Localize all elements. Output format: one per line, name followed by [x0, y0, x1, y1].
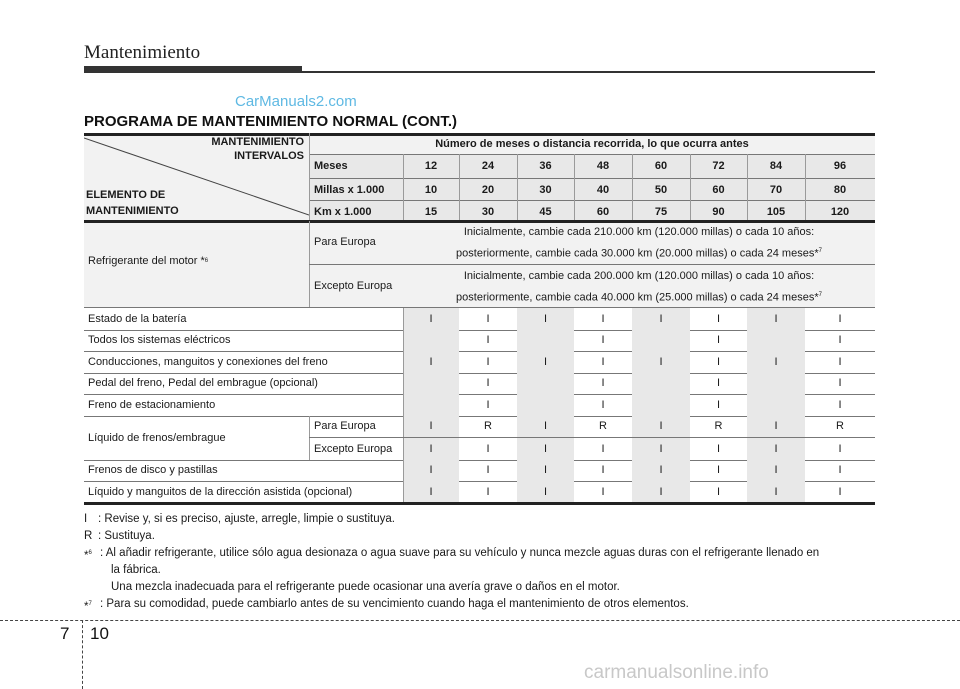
interval-value: 20 [481, 183, 495, 196]
interval-value: 48 [596, 159, 610, 172]
schedule-mark [747, 330, 805, 352]
schedule-mark: I [543, 485, 548, 498]
schedule-mark: R [714, 420, 723, 433]
coolant-line2: posteriormente, cambie cada 40.000 km (25.000 millas) o cada 24 meses*$^7$ [456, 291, 822, 304]
note-6-cont: la fábrica. [111, 564, 161, 576]
schedule-mark: I [429, 442, 433, 455]
watermark: CarManuals2.com [235, 93, 357, 110]
bottom-watermark: carmanualsonline.info [584, 662, 769, 683]
item-label: Conducciones, manguitos y conexiones del freno [88, 355, 328, 368]
schedule-mark: I [543, 355, 548, 368]
page-header-title: Mantenimiento [84, 42, 201, 63]
schedule-mark: R [599, 420, 607, 433]
interval-value: 40 [596, 183, 610, 196]
interval-value: 30 [481, 205, 495, 218]
schedule-mark: I [716, 355, 721, 368]
interval-value: 120 [830, 205, 850, 218]
schedule-mark: I [838, 442, 842, 455]
schedule-mark: I [774, 464, 778, 477]
interval-value: 72 [712, 159, 725, 172]
interval-value: 80 [833, 183, 847, 196]
schedule-mark: I [429, 464, 433, 477]
coolant-line1: Inicialmente, cambie cada 210.000 km (120.000 millas) o cada 10 años: [463, 226, 815, 238]
coolant-region: Excepto Europa [314, 280, 393, 292]
schedule-mark: I [601, 334, 605, 347]
notes [84, 511, 884, 613]
schedule-mark: I [486, 485, 490, 498]
schedule-mark: I [659, 312, 663, 325]
schedule-mark [403, 330, 459, 352]
coolant-region: Para Europa [314, 236, 376, 248]
interval-value: 50 [654, 183, 668, 196]
schedule-mark: I [429, 420, 433, 433]
schedule-mark: I [659, 464, 663, 477]
schedule-mark: I [659, 442, 663, 455]
schedule-mark: I [716, 442, 721, 455]
schedule-mark [632, 373, 690, 395]
interval-value: 75 [654, 205, 668, 218]
coolant-item: Refrigerante del motor * 6 [88, 255, 209, 267]
schedule-mark: R [836, 420, 844, 433]
item-label: Líquido y manguitos de la dirección asistida (opcional) [88, 485, 353, 498]
row-vline [403, 481, 404, 503]
schedule-mark: I [429, 312, 433, 325]
interval-label: Millas x 1.000 [314, 183, 385, 196]
interval-value: 15 [424, 205, 438, 218]
note-7: *$^7$ : Para su comodidad, puede cambiarlo antes de su vencimiento cuando haga el mantenimiento de otros elementos. [84, 598, 689, 613]
interval-value: 30 [539, 183, 552, 196]
table-bottom-rule [84, 502, 875, 505]
schedule-mark: I [838, 464, 842, 477]
row-vline [403, 308, 404, 330]
schedule-mark: R [484, 420, 492, 433]
schedule-mark [517, 373, 574, 395]
interval-value: 24 [481, 159, 495, 172]
item-label: Freno de estacionamiento [88, 398, 216, 411]
interval-value: 12 [424, 159, 438, 172]
schedule-mark: I [838, 377, 842, 390]
coolant-mid-rule [309, 264, 875, 265]
schedule-mark: I [543, 464, 548, 477]
row-vline [403, 460, 404, 482]
schedule-mark: I [601, 485, 605, 498]
schedule-mark: I [601, 442, 605, 455]
interval-value: 90 [712, 205, 725, 218]
maintenance-table [84, 133, 875, 506]
schedule-mark: I [486, 355, 490, 368]
schedule-mark: I [659, 355, 663, 368]
span-header: Número de meses o distancia recorrida, lo que ocurra antes [435, 138, 749, 150]
schedule-mark: I [486, 377, 490, 390]
schedule-mark: I [838, 485, 842, 498]
schedule-mark: I [601, 398, 605, 411]
interval-value: 70 [769, 183, 783, 196]
interval-value: 60 [596, 205, 610, 218]
note-6-extra: Una mezcla inadecuada para el refrigerante puede ocasionar una avería grave o daños en el motor. [111, 581, 620, 593]
schedule-mark: I [716, 312, 721, 325]
schedule-mark: I [601, 312, 605, 325]
interval-value: 60 [712, 183, 725, 196]
note-6: *$^6$ : Al añadir refrigerante, utilice sólo agua desionaza o agua suave para su vehículo y nunca mezcle aguas duras con el refrigerante llenado en [84, 547, 820, 562]
note-inspect: I : Revise y, si es preciso, ajuste, arregle, limpie o sustituya. [84, 513, 395, 525]
footer-divider [82, 620, 83, 689]
schedule-mark: I [601, 355, 605, 368]
section-title: PROGRAMA DE MANTENIMIENTO NORMAL (CONT.) [84, 113, 458, 130]
schedule-mark: I [601, 464, 605, 477]
schedule-mark [517, 330, 574, 352]
schedule-mark [632, 394, 690, 416]
item-label: Todos los sistemas eléctricos [88, 334, 231, 347]
schedule-mark: I [716, 398, 721, 411]
item-label: Estado de la batería [88, 312, 187, 325]
brake-region: Excepto Europa [314, 442, 393, 455]
row-vline [403, 394, 404, 416]
schedule-mark: I [429, 485, 433, 498]
schedule-mark: I [774, 420, 778, 433]
item-label: Frenos de disco y pastillas [88, 464, 218, 477]
schedule-mark [747, 373, 805, 395]
footer-rule [0, 620, 960, 621]
schedule-mark: I [774, 355, 778, 368]
schedule-mark: I [659, 485, 663, 498]
schedule-mark: I [716, 485, 721, 498]
corner-top-line1: MANTENIMIENTO [211, 136, 304, 148]
interval-value: 96 [833, 159, 847, 172]
interval-value: 105 [766, 205, 786, 218]
row-vline [403, 373, 404, 395]
row-vline [403, 351, 404, 373]
schedule-mark: I [486, 334, 490, 347]
schedule-mark [403, 394, 459, 416]
interval-label: Km x 1.000 [314, 205, 372, 218]
item-label: Pedal del freno, Pedal del embrague (opcional) [88, 377, 318, 390]
schedule-mark [517, 394, 574, 416]
interval-value: 60 [654, 159, 668, 172]
interval-value: 36 [539, 159, 552, 172]
coolant-line2: posteriormente, cambie cada 30.000 km (20.000 millas) o cada 24 meses*$^7$ [456, 247, 822, 260]
header-rule-thick [84, 66, 302, 73]
row-vline [403, 330, 404, 352]
schedule-mark: I [838, 312, 842, 325]
header-vline-left [309, 133, 310, 220]
schedule-mark: I [838, 334, 842, 347]
header-rule-thin [302, 71, 875, 73]
schedule-mark [403, 373, 459, 395]
schedule-mark: I [543, 442, 548, 455]
schedule-mark: I [838, 398, 842, 411]
chapter-number: 7 [60, 624, 70, 643]
page-number: 10 [90, 624, 109, 643]
note-replace: R : Sustituya. [84, 530, 155, 542]
schedule-mark: I [429, 355, 433, 368]
schedule-mark: I [838, 355, 842, 368]
schedule-mark [747, 394, 805, 416]
schedule-mark: I [716, 464, 721, 477]
schedule-mark: I [543, 312, 548, 325]
schedule-mark [632, 330, 690, 352]
schedule-mark: I [486, 442, 490, 455]
interval-value: 84 [769, 159, 783, 172]
brake-region: Para Europa [314, 420, 376, 433]
schedule-mark: I [716, 334, 721, 347]
schedule-mark: I [486, 398, 490, 411]
schedule-mark: I [486, 464, 490, 477]
brake-fluid-item: Líquido de frenos/embrague [88, 431, 226, 444]
schedule-mark: I [774, 312, 778, 325]
schedule-mark: I [659, 420, 663, 433]
schedule-mark: I [774, 442, 778, 455]
interval-label: Meses [314, 159, 348, 172]
schedule-mark: I [486, 312, 490, 325]
coolant-line1: Inicialmente, cambie cada 200.000 km (120.000 millas) o cada 10 años: [463, 270, 815, 282]
corner-bottom-line1: ELEMENTO DE [86, 189, 166, 201]
corner-top-line2: INTERVALOS [234, 150, 304, 162]
brake-mid-rule [309, 437, 875, 438]
interval-value: 10 [424, 183, 438, 196]
schedule-mark: I [543, 420, 548, 433]
interval-value: 45 [539, 205, 552, 218]
corner-bottom-line2: MANTENIMIENTO [86, 205, 179, 217]
schedule-mark: I [716, 377, 721, 390]
schedule-mark: I [601, 377, 605, 390]
schedule-mark: I [774, 485, 778, 498]
